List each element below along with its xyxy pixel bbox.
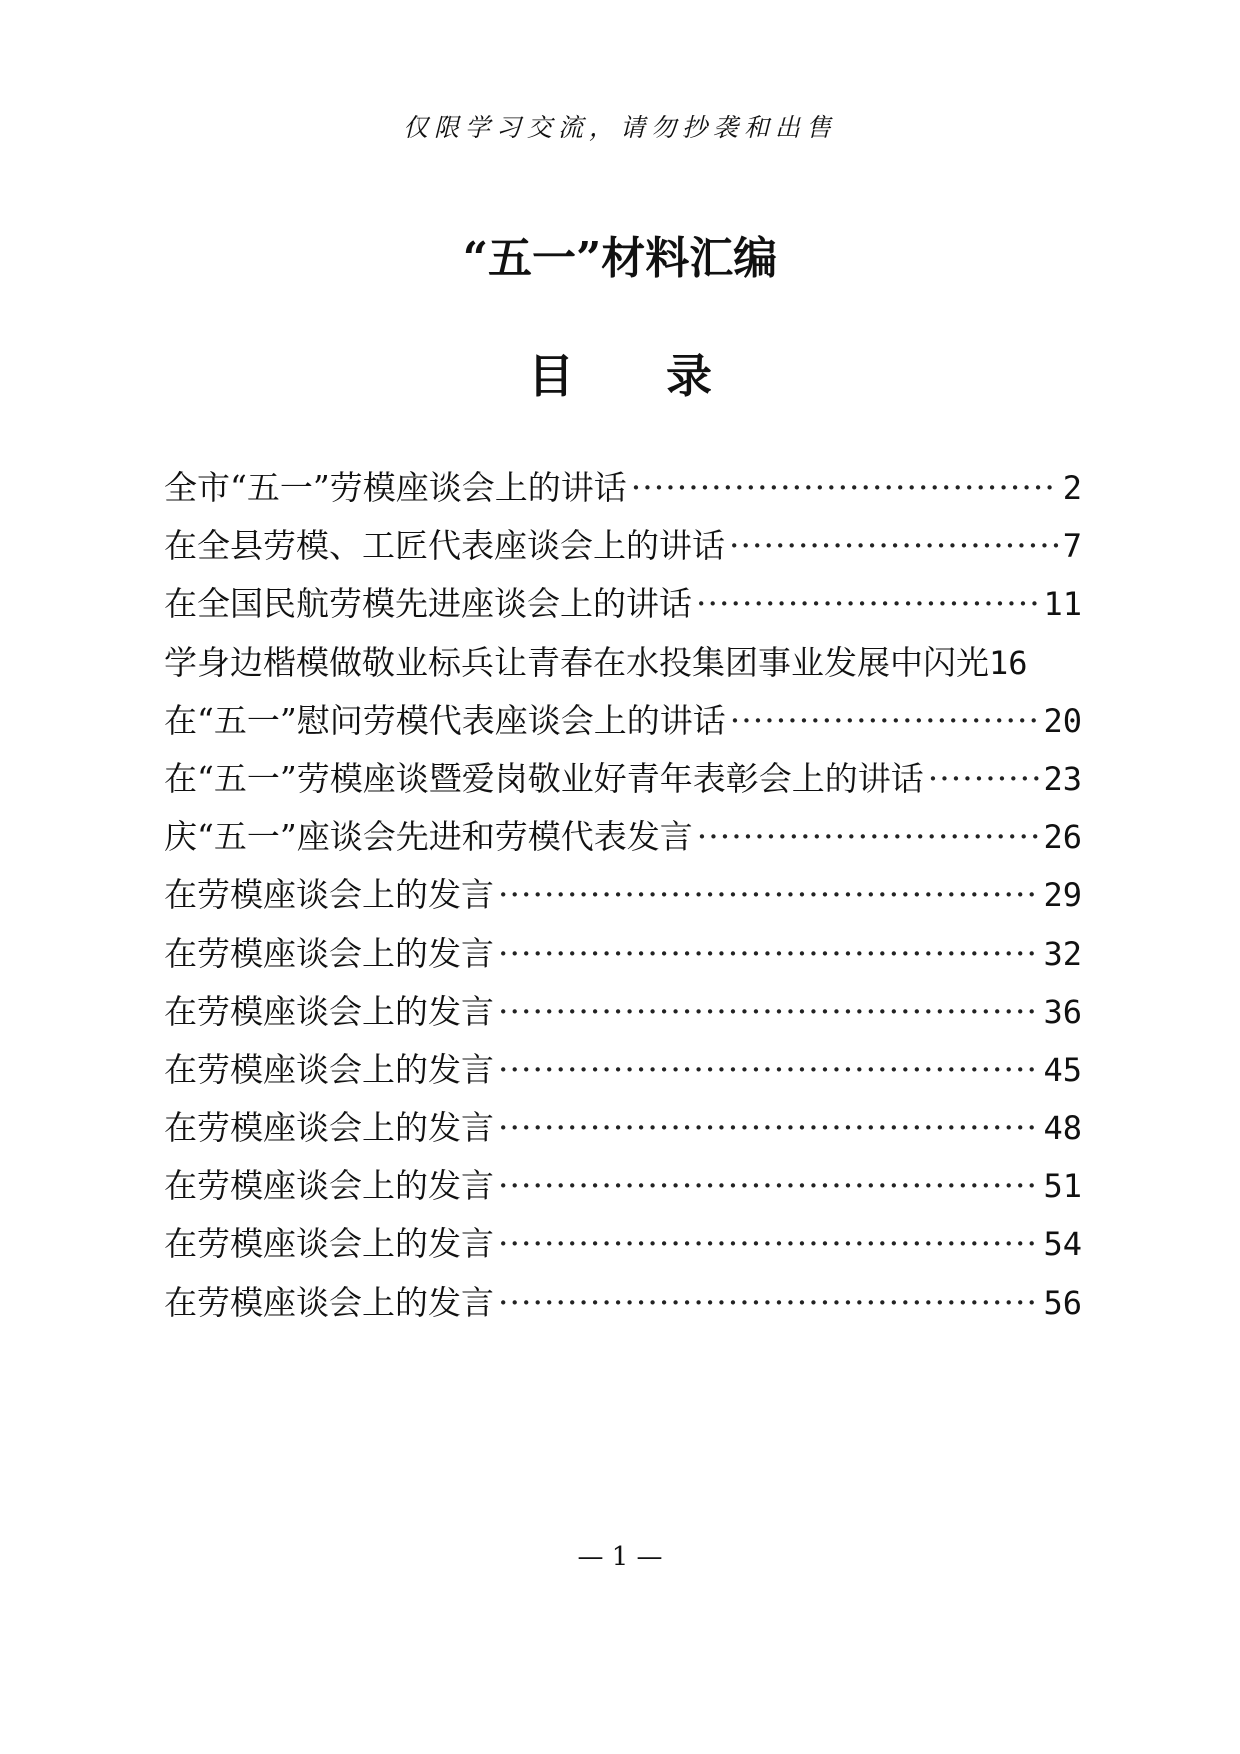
toc-entry-page: 51 — [1043, 1167, 1082, 1206]
toc-entry-title: 学身边楷模做敬业标兵让青春在水投集团事业发展中闪光 — [164, 642, 989, 682]
toc-entry-page: 2 — [1062, 469, 1082, 507]
toc-entry[interactable] — [164, 1215, 1082, 1273]
toc-entry[interactable] — [164, 634, 1082, 692]
toc-entry-title: 在劳模座谈会上的发言 — [164, 875, 494, 915]
toc-entry[interactable] — [164, 692, 1082, 750]
toc-entry[interactable] — [164, 1274, 1082, 1332]
toc-entry-title: 全市“五一”劳模座谈会上的讲话 — [164, 468, 627, 507]
toc-dot-leader — [498, 925, 1039, 983]
toc-entry[interactable] — [164, 750, 1082, 808]
toc-entry[interactable] — [164, 866, 1082, 924]
toc-dot-leader — [928, 750, 1040, 808]
toc-dot-leader — [498, 983, 1039, 1041]
toc-dot-leader — [498, 866, 1039, 924]
document-title: “五一”材料汇编 — [462, 233, 778, 284]
toc-entry-title: 在“五一”慰问劳模代表座谈会上的讲话 — [164, 700, 726, 740]
toc-entry-page: 29 — [1043, 876, 1082, 915]
toc-entry-page: 7 — [1062, 527, 1082, 566]
toc-dot-leader — [730, 692, 1040, 750]
toc-entry-page: 45 — [1043, 1050, 1082, 1089]
toc-entry-title: 在劳模座谈会上的发言 — [164, 1166, 494, 1206]
toc-entry[interactable] — [164, 459, 1082, 517]
toc-dot-leader — [498, 1157, 1039, 1215]
toc-entry-title: 在劳模座谈会上的发言 — [164, 1108, 494, 1148]
toc-entry-title: 在全县劳模、工匠代表座谈会上的讲话 — [164, 526, 725, 566]
toc-entry-title: 在全国民航劳模先进座谈会上的讲话 — [164, 584, 692, 624]
toc-dot-leader — [729, 517, 1059, 575]
toc-dot-leader — [498, 1099, 1039, 1157]
toc-entry[interactable] — [164, 575, 1082, 633]
toc-heading: 目 录 — [527, 349, 750, 403]
toc-entry-title: 在劳模座谈会上的发言 — [164, 933, 494, 973]
toc-entry-title: 在劳模座谈会上的发言 — [164, 991, 494, 1031]
toc-dot-leader — [498, 1041, 1039, 1099]
toc-entry-title: 在劳模座谈会上的发言 — [164, 1282, 494, 1322]
toc-entry-title: 在“五一”劳模座谈暨爱岗敬业好青年表彰会上的讲话 — [164, 758, 924, 798]
toc-entry[interactable] — [164, 1099, 1082, 1157]
toc-entry[interactable] — [164, 983, 1082, 1041]
toc-entry-title: 在劳模座谈会上的发言 — [164, 1049, 494, 1089]
toc-entry-page: 16 — [989, 643, 1028, 682]
toc-entry-page: 56 — [1043, 1283, 1082, 1322]
toc-dot-leader — [498, 1215, 1039, 1273]
toc-entry-title: 庆“五一”座谈会先进和劳模代表发言 — [164, 817, 693, 857]
toc-entry-page: 54 — [1043, 1225, 1082, 1264]
toc-dot-leader — [697, 808, 1040, 866]
table-of-contents — [164, 459, 1082, 1332]
toc-dot-leader — [498, 1274, 1039, 1332]
toc-entry-page: 26 — [1043, 818, 1082, 857]
toc-entry-title: 在劳模座谈会上的发言 — [164, 1224, 494, 1264]
toc-dot-leader — [696, 575, 1039, 633]
toc-entry-page: 11 — [1043, 585, 1082, 624]
page-number: — 1 — — [577, 1542, 663, 1572]
toc-entry[interactable] — [164, 808, 1082, 866]
toc-entry-page: 32 — [1043, 934, 1082, 973]
toc-entry-page: 36 — [1043, 992, 1082, 1031]
toc-entry[interactable] — [164, 1157, 1082, 1215]
toc-entry[interactable] — [164, 925, 1082, 983]
toc-entry-page: 23 — [1043, 759, 1082, 798]
toc-dot-leader — [631, 459, 1059, 517]
toc-entry-page: 48 — [1043, 1109, 1082, 1148]
header-note: 仅限学习交流，请勿抄袭和出售 — [402, 113, 837, 142]
toc-entry[interactable] — [164, 1041, 1082, 1099]
toc-entry[interactable] — [164, 517, 1082, 575]
toc-entry-page: 20 — [1043, 701, 1082, 740]
